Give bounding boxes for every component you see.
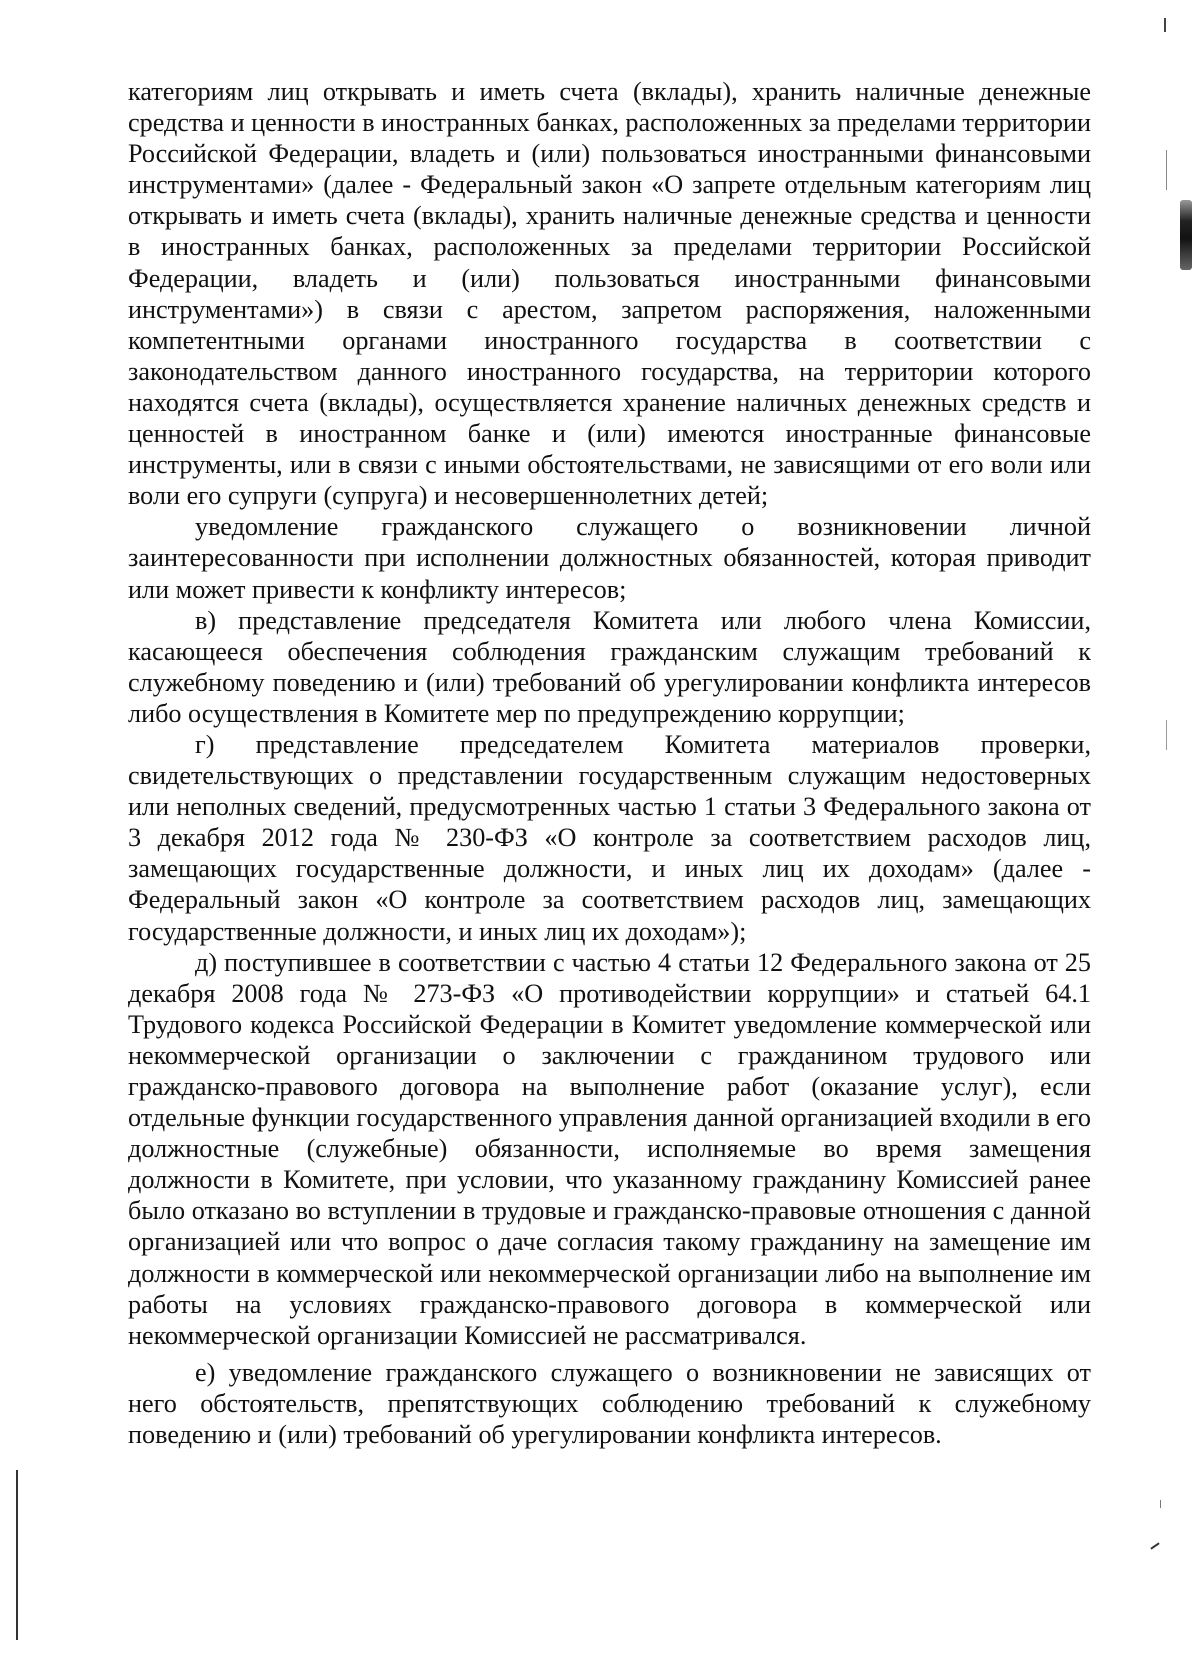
paragraph-e: е) уведомление гражданского служащего о возникновении не зависящих от него обстоятельств, препятствующих соблюдению требований к служебному поведению и (или) требований об урегулировании конфликта интересов. [128, 1357, 1091, 1450]
scan-mark-left-bottom [16, 1470, 18, 1640]
paragraph-g: г) представление председателем Комитета материалов проверки, свидетельствующих о представлении государственным служащим недостоверных или неполных сведений, предусмотренных частью 1 статьи 3 Федерального закона от 3 декабря 2012 года № 230-ФЗ «О контроле за соответствием расходов лиц, замещающих государственные должности, и иных лиц их доходам» (далее - Федеральный закон «О контроле за соответствием расходов лиц, замещающих государственные должности, и иных лиц их доходам»); [128, 729, 1091, 946]
document-body [128, 76, 1091, 1450]
paragraph-d: д) поступившее в соответствии с частью 4 статьи 12 Федерального закона от 25 декабря 2008 года № 273-ФЗ «О противодействии коррупции» и статьей 64.1 Трудового кодекса Российской Федерации в Комитет уведомление коммерческой или некоммерческой организации о заключении с гражданином трудового или гражданско-правового договора на выполнение работ (оказание услуг), если отдельные функции государственного управления данной организацией входили в его должностные (служебные) обязанности, исполняемые во время замещения должности в Комитете, при условии, что указанному гражданину Комиссией ранее было отказано во вступлении в трудовые и гражданско-правовые отношения с данной организацией или что вопрос о даче согласия такому гражданину на замещение им должности в коммерческой или некоммерческой организации либо на выполнение им работы на условиях гражданско-правового договора в коммерческой или некоммерческой организации Комиссией не рассматривался. [128, 947, 1091, 1350]
scan-blot-right [1180, 200, 1192, 270]
scan-mark-right-lower [1160, 1500, 1161, 1508]
paragraph-continuation: категориям лиц открывать и иметь счета (вклады), хранить наличные денежные средства и ценности в иностранных банках, расположенных за пределами территории Российской Федерации, владеть и (или) пользоваться иностранными финансовыми инструментами» (далее - Федеральный закон «О запрете отдельным категориям лиц открывать и иметь счета (вклады), хранить наличные денежные средства и ценности в иностранных банках, расположенных за пределами территории Российской Федерации, владеть и (или) пользоваться иностранными финансовыми инструментами») в связи с арестом, запретом распоряжения, наложенными компетентными органами иностранного государства в соответствии с законодательством данного иностранного государства, на территории которого находятся счета (вклады), осуществляется хранение наличных денежных средств и ценностей в иностранном банке и (или) имеются иностранные финансовые инструменты, или в связи с иными обстоятельствами, не зависящими от его воли или воли его супруги (супруга) и несовершеннолетних детей; [128, 77, 1091, 511]
scan-mark-right-middle [1166, 720, 1167, 750]
scan-mark-right-upper [1166, 150, 1167, 190]
paragraph-notification-personal-interest: уведомление гражданского служащего о возникновении личной заинтересованности при исполнении должностных обязанностей, которая приводит или может привести к конфликту интересов; [128, 512, 1091, 604]
scan-mark-top-right [1164, 18, 1166, 32]
scan-tick-right-bottom [1150, 1542, 1159, 1549]
paragraph-v: в) представление председателя Комитета или любого члена Комиссии, касающееся обеспечения соблюдения гражданским служащим требований к служебному поведению и (или) требований об урегулировании конфликта интересов либо осуществления в Комитете мер по предупреждению коррупции; [128, 605, 1091, 728]
